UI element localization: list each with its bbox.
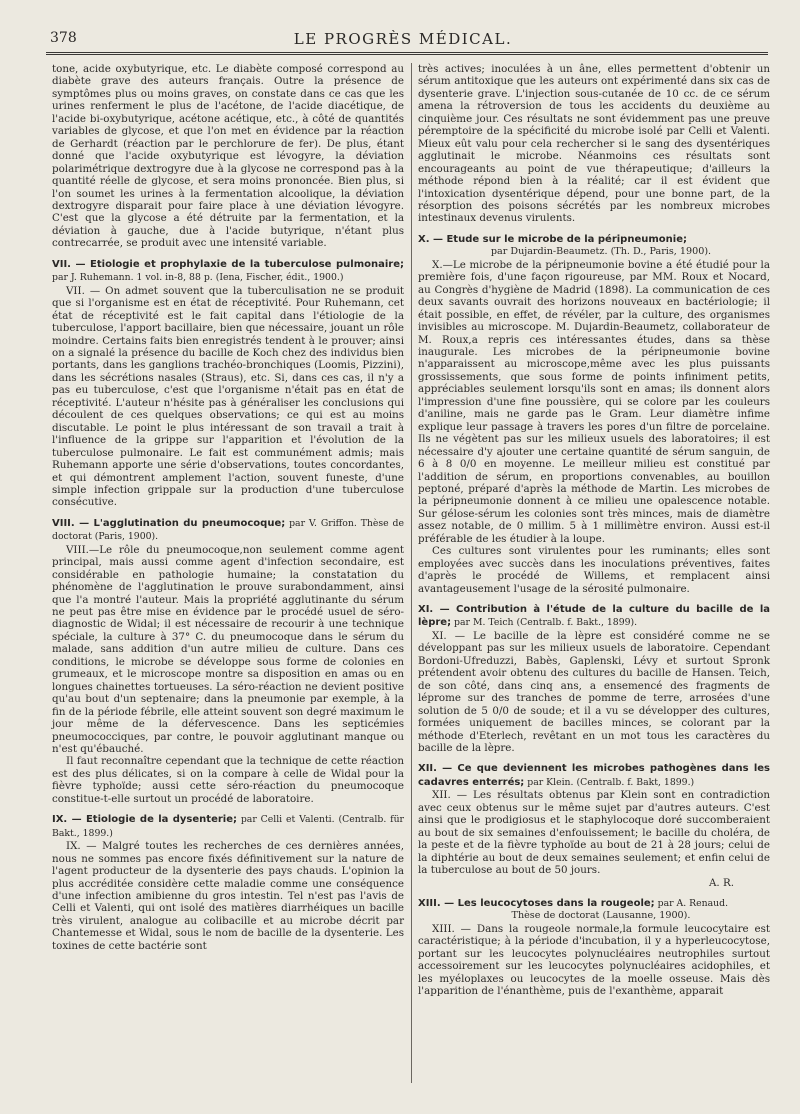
page-header xyxy=(38,28,768,50)
section-heading: X. — Etude sur le microbe de la péripneumonie; xyxy=(418,233,687,245)
section-reference: par V. Griffon. Thèse de doctorat (Paris, 1900). xyxy=(52,517,404,543)
section-heading-block xyxy=(52,517,404,544)
page-number: 378 xyxy=(50,30,77,46)
section-x xyxy=(418,233,770,595)
journal-title: LE PROGRÈS MÉDICAL. xyxy=(293,30,513,48)
section-heading: XIII. — Les leucocytoses dans la rougeole; xyxy=(418,898,655,909)
section-viii xyxy=(52,517,404,805)
section-body: XI. — Le bacille de la lèpre est considéré comme ne se développant pas sur les milieux usuels de laboratoire. Cependant Bordoni-Ufreduzzi, Babès, Gaplenski, Lévy et surtout Spronk prétendent avoir obtenu des cultures du bacille de Hansen. Teich, de son côté, dans cinq ans, a ensemencé des fragments de léprome sur des tranches de pomme de terre, arrosées d'une solution de 5 0/0 de soude; et il a vu se développer des cultures, formées uniquement de bacilles minces, se colorant par la méthode d'Eterlech, revêtant en un mot tous les caractères du bacille de la lèpre. xyxy=(418,629,770,755)
section-reference: par Celli et Valenti. (Centralb. für Bakt., 1899.) xyxy=(52,814,404,839)
author-signature: A. R. xyxy=(708,876,734,889)
section-subreference: Thèse de doctorat (Lausanne, 1900). xyxy=(511,910,691,922)
section-body: Il faut reconnaître cependant que la technique de cette réaction est des plus délicates, si on la compare à celle de Widal pour la fièvre typhoïde; aussi cette séro-réaction du pneumocoque constitue-t-elle surtout un procédé de laboratoire. xyxy=(52,755,404,805)
section-body: XII. — Les résultats obtenus par Klein sont en contradiction avec ceux obtenus sur le même sujet par d'autres auteurs. C'est ainsi que le prodigiosus et le staphylocoque doré succomberaient au bout de six semaines d'enfouissement; le bacille du choléra, de la peste et de la fièvre typhoïde au bout de 21 à 28 jours; celui de la diphtérie au bout de deux semaines seulement; et enfin celui de la tuberculose au bout de 50 jours. xyxy=(418,789,770,877)
section-heading: XII. — Ce que deviennent les microbes pathogènes dans les cadavres enterrés; xyxy=(418,763,770,788)
section-heading-block xyxy=(418,603,770,630)
section-body: XIII. — Dans la rougeole normale,la formule leucocytaire est caractéristique; à la période d'incubation, il y a hyperleucocytose, portant sur les leucocytes polynucléaires neutrophiles surtout accessoirement sur les leucocytes polynucléaires acidophiles, et les myéloplaxes ou leucocytes de la moelle osseuse. Mais dès l'apparition de l'énanthème, puis de l'exanthème, apparait xyxy=(418,922,770,998)
section-reference: par Klein. (Centralb. f. Bakt, 1899.) xyxy=(524,776,695,788)
section-body: VII. — On admet souvent que la tuberculisation ne se produit que si l'organisme est en état de réceptivité. Pour Ruhemann, cet état de réceptivité est le fait capital dans l'étiologie de la tuberculose, l'apport bacillaire, bien que nécessaire, jouant un rôle moindre. Certains faits bien enregistrés tendent à le prouver; ainsi on a signalé la présence du bacille de Koch chez des individus bien portants, dans les ganglions trachéo-bronchiques (Loomis, Pizzini), dans les sécrétions nasales (Straus), etc. Si, dans ces cas, il n'y a pas eu tuberculose, c'est que l'organisme n'était pas en état de réceptivité. L'auteur n'hésite pas à généraliser les conclusions qui découlent de ces quelques observations; ce qui est au moins discutable. Le point le plus intéressant de son travail a trait à l'influence de la grippe sur l'apparition et l'évolution de la tuberculose pulmonaire. Le fait est communément admis; mais Ruhemann apporte une série d'observations, toutes concordantes, et qui démontrent amplement l'action, souvent funeste, d'une simple infection grippale sur la production d'une tuberculose consécutive. xyxy=(52,284,404,509)
section-xiii xyxy=(418,897,770,998)
section-heading-block xyxy=(52,258,404,285)
section-xii xyxy=(418,762,770,889)
section-reference: par A. Renaud. xyxy=(654,898,729,909)
section-xi xyxy=(418,603,770,754)
continued-paragraph: très actives; inoculées à un âne, elles permettent d'obtenir un sérum antitoxique que les auteurs ont expérimenté dans six cas de dysenterie grave. L'injection sous-cutanée de 10 cc. de ce sérum amena la rétroversion de tous les accidents du deuxième au cinquième jour. Ces résultats ne sont évidemment pas une preuve péremptoire de la spécificité du microbe isolé par Celli et Valenti. Mieux eût valu pour cela rechercher si le sang des dysentériques agglutinait le microbe. Néanmoins ces résultats sont encourageants au point de vue thérapeutique; d'ailleurs la méthode répond bien à la réalité; car il est évident que l'intoxication dysentérique dépend, pour une bonne part, de la résorption des poisons sécrétés par les nombreux microbes intestinaux devenus virulents. xyxy=(418,63,770,225)
section-heading-block xyxy=(418,233,770,246)
section-body: Ces cultures sont virulentes pour les ruminants; elles sont employées avec succès dans les inoculations préventives, faites d'après le procédé de Willems, et remplacent ainsi avantageusement l'usage de la sérosité pulmonaire. xyxy=(418,545,770,595)
section-heading: VIII. — L'agglutination du pneumocoque; xyxy=(52,517,286,529)
section-body: IX. — Malgré toutes les recherches de ces dernières années, nous ne sommes pas encore fixés définitivement sur la nature de l'agent producteur de la dysenterie des pays chauds. L'opinion la plus accréditée considère cette maladie comme une conséquence d'une infection amibienne du gros intestin. Tel n'est pas l'avis de Celli et Valenti, qui ont isolé des matières diarrhéiques un bacille très virulent, analogue au colibacille et au microbe décrit par Chantemesse et Widal, sous le nom de bacille de la dysenterie. Les toxines de cette bactérie sont xyxy=(52,840,404,952)
section-heading-block xyxy=(52,813,404,840)
section-heading-block xyxy=(418,897,770,910)
section-heading: IX. — Etiologie de la dysenterie; xyxy=(52,814,237,826)
section-heading: XI. — Contribution à l'étude de la culture du bacille de la lèpre; xyxy=(418,604,770,629)
section-reference: par Dujardin-Beaumetz. (Th. D., Paris, 1900). xyxy=(490,246,712,258)
section-reference: par J. Ruhemann. 1 vol. in-8, 88 p. (Iena, Fischer, édit., 1900.) xyxy=(52,272,344,284)
section-vii xyxy=(52,258,404,509)
column-divider xyxy=(411,63,412,1083)
right-column xyxy=(418,63,770,998)
section-body: X.—Le microbe de la péripneumonie bovine a été étudié pour la première fois, d'une façon rigoureuse, par MM. Roux et Nocard, au Congrès d'hygiène de Madrid (1898). La communication de ces deux savants ouvrait des horizons nouveaux en bactériologie; il était possible, en effet, de révéler, par la culture, des organismes invisibles au microscope. M. Dujardin-Beaumetz, collaborateur de M. Roux,a repris ces intéressantes études, dans sa thèse inaugurale. Les microbes de la péripneumonie bovine n'apparaissent au microscope,même avec les plus puissants grossissements, que sous forme de points infiniment petits, appréciables seulement lorsqu'ils sont en amas; ils donnent alors l'impression d'une fine poussière, qui se colore par les couleurs d'aniline, mais ne garde pas le Gram. Leur diamètre infime explique leur passage à travers les pores d'un filtre de porcelaine. Ils ne végètent pas sur les milieux usuels des laboratoires; il est nécessaire d'y ajouter une certaine quantité de sérum sanguin, de 6 à 8 0/0 en moyenne. Le meilleur milieu est constitué par l'addition de sérum, en proportions convenables, au bouillon peptoné, préparé d'après la méthode de Martin. Les microbes de la péripneumonie donnent à ce milieu une opalescence notable. Sur gélose-sérum les colonies sont très minces, mais de diamètre assez notable, de 0 millim. 5 à 1 millimètre environ. Aussi est-il préférable de les étudier à la loupe. xyxy=(418,258,770,545)
header-rule xyxy=(46,52,768,55)
intro-paragraph: tone, acide oxybutyrique, etc. Le diabète composé correspond au diabète grave des auteurs français. Outre la présence de symptômes plus ou moins graves, on constate dans ce cas que les urines renferment le plus de l'acétone, de l'acide diacétique, de l'acide bi-oxybutyrique, acétone acétique, etc., à côté de quantités variables de glycose, et que l'on met en évidence par la réaction de Gerhardt (réaction par le perchlorure de fer). De plus, étant donné que l'acide oxybutyrique est lévogyre, la déviation polarimétrique dextrogyre due à la glycose ne correspond pas à la quantité réelle de glycose, et sera moins prononcée. Bien plus, si l'on soumet les urines à la fermentation alcoolique, la déviation dextrogyre disparait pour faire place à une déviation lévogyre. C'est que la glycose a été détruite par la fermentation, et la déviation à gauche, due à l'acide butyrique, n'étant plus contrecarrée, se produit avec une intensité variable. xyxy=(52,63,404,250)
section-reference: par M. Teich (Centralb. f. Bakt., 1899). xyxy=(451,617,638,629)
section-heading: VII. — Etiologie et prophylaxie de la tuberculose pulmonaire; xyxy=(52,258,404,270)
section-body: VIII.—Le rôle du pneumocoque,non seulement comme agent principal, mais aussi comme agent d'infection secondaire, est considérable en pathologie humaine; la constatation du phénomène de l'agglutination le prouve surabondamment, ainsi que l'a montré l'auteur. Mais la propriété agglutinante du sérum ne peut pas être mise en évidence par le procédé usuel de séro-diagnostic de Widal; il est nécessaire de recourir à une technique spéciale, la culture à 37° C. du pneumocoque dans le sérum du malade, sans addition d'un autre milieu de culture. Dans ces conditions, le microbe se développe sous forme de colonies en grumeaux, et le microscope montre sa disposition en amas ou en longues chainettes tortueuses. La séro-réaction ne devient positive qu'au bout d'un septenaire; dans la pneumonie par exemple, à la fin de la période fébrile, elle atteint souvent son degré maximum le jour même de la défervescence. Dans les septicémies pneumococciques, par contre, le pouvoir agglutinant manque ou n'est qu'ébauché. xyxy=(52,543,404,756)
left-column xyxy=(52,63,404,952)
section-heading-block xyxy=(418,762,770,789)
section-ix xyxy=(52,813,404,952)
